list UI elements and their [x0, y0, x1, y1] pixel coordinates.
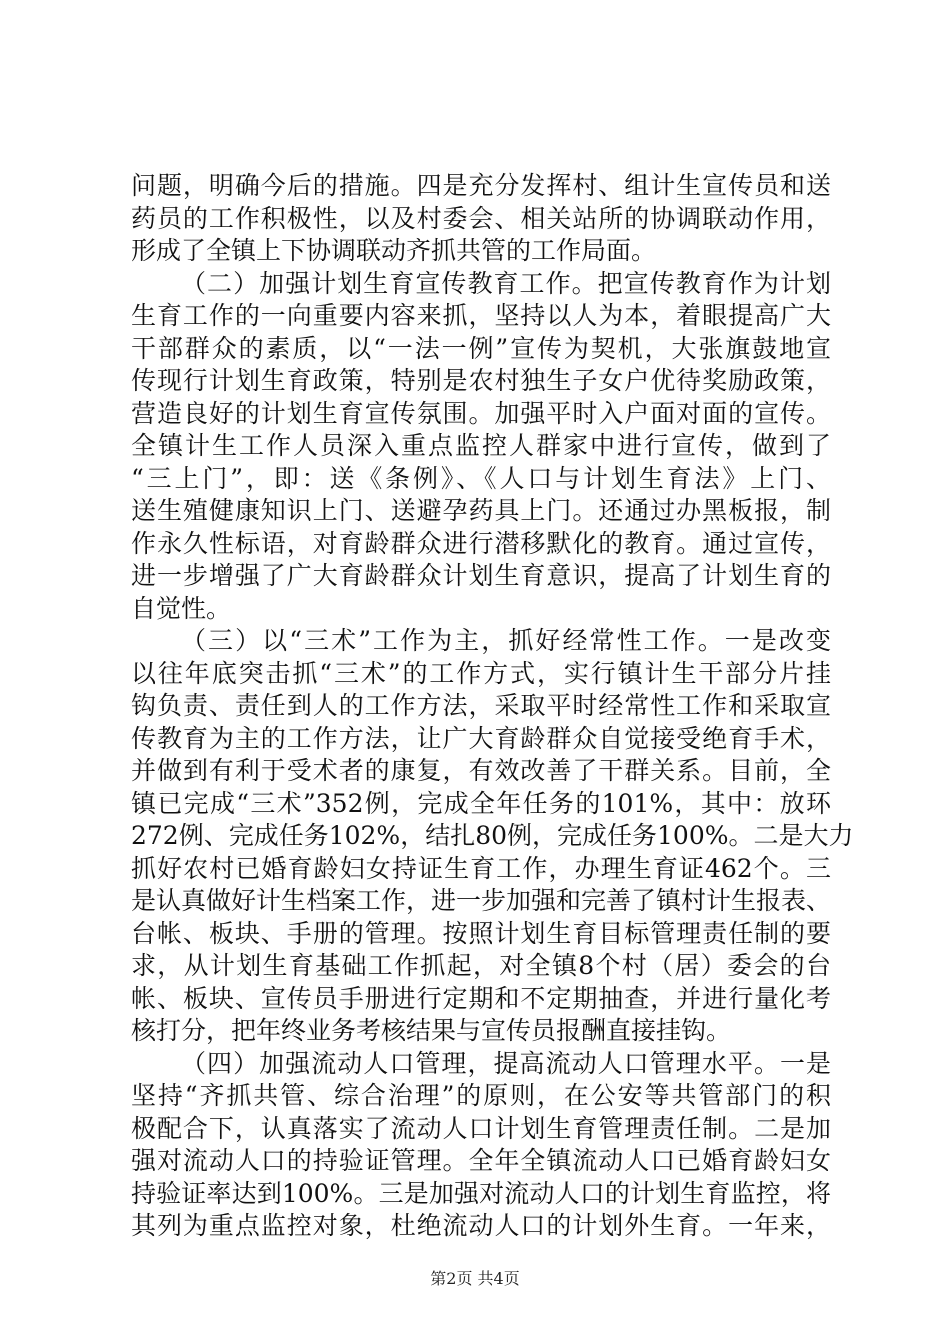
page-number-label: 第2页 共4页	[430, 1269, 520, 1288]
section-heading-line: （二）加强计划生育宣传教育工作。把宣传教育作为计划	[181, 268, 831, 298]
text-line: 药员的工作积极性，以及村委会、相关站所的协调联动作用，	[131, 203, 831, 233]
text-line: 并做到有利于受术者的康复，有效改善了干群关系。目前，全	[131, 756, 831, 785]
text-line: 进一步增强了广大育龄群众计划生育意识，提高了计划生育的	[131, 561, 831, 590]
text-line: 传现行计划生育政策，特别是农村独生子女户优待奖励政策，	[131, 366, 831, 395]
body-text	[131, 170, 854, 1243]
text-line: 送生殖健康知识上门、送避孕药具上门。还通过办黑板报，制	[131, 496, 831, 525]
section-heading-line: （四）加强流动人口管理，提高流动人口管理水平。一是	[181, 1048, 831, 1078]
text-line: 全镇计生工作人员深入重点监控人群家中进行宣传，做到了	[131, 431, 831, 460]
text-line: 钩负责、责任到人的工作方法，采取平时经常性工作和采取宣	[131, 691, 831, 720]
text-line: 以往年底突击抓“三术”的工作方式，实行镇计生干部分片挂	[131, 658, 831, 688]
text-line: 其列为重点监控对象，杜绝流动人口的计划外生育。一年来，	[131, 1211, 831, 1240]
text-line: 问题，明确今后的措施。四是充分发挥村、组计生宣传员和送	[131, 171, 831, 200]
text-line: 坚持“齐抓共管、综合治理”的原则，在公安等共管部门的积	[131, 1081, 831, 1110]
text-line: 抓好农村已婚育龄妇女持证生育工作，办理生育证462个。三	[131, 853, 831, 883]
text-line: 营造良好的计划生育宣传氛围。加强平时入户面对面的宣传。	[131, 398, 831, 428]
text-line: 是认真做好计生档案工作，进一步加强和完善了镇村计生报表、	[131, 886, 832, 915]
text-line: 形成了全镇上下协调联动齐抓共管的工作局面。	[131, 236, 657, 265]
text-line: 生育工作的一向重要内容来抓，坚持以人为本，着眼提高广大	[131, 301, 831, 330]
text-line: 台帐、板块、手册的管理。按照计划生育目标管理责任制的要	[131, 918, 831, 948]
text-line: 自觉性。	[131, 593, 232, 623]
text-line: 持验证率达到100%。三是加强对流动人口的计划生育监控，将	[131, 1178, 831, 1208]
text-line: 核打分，把年终业务考核结果与宣传员报酬直接挂钩。	[131, 1016, 732, 1045]
section-heading-line: （三）以“三术”工作为主，抓好经常性工作。一是改变	[181, 626, 831, 655]
text-line: 镇已完成“三术”352例，完成全年任务的101%，其中：放环	[131, 788, 831, 818]
text-line: 帐、板块、宣传员手册进行定期和不定期抽查，并进行量化考	[131, 983, 831, 1013]
text-line: 作永久性标语，对育龄群众进行潜移默化的教育。通过宣传，	[131, 528, 831, 558]
text-line: “三上门”，即：送《条例》、《人口与计划生育法》上门、	[131, 463, 831, 493]
text-line: 极配合下，认真落实了流动人口计划生育管理责任制。二是加	[131, 1113, 831, 1143]
text-line: 272例、完成任务102%，结扎80例，完成任务100%。二是大力	[131, 821, 854, 850]
text-line: 求，从计划生育基础工作抓起，对全镇8个村（居）委会的台	[131, 951, 831, 980]
text-line: 干部群众的素质，以“一法一例”宣传为契机，大张旗鼓地宣	[131, 333, 831, 363]
text-line: 强对流动人口的持验证管理。全年全镇流动人口已婚育龄妇女	[131, 1146, 831, 1175]
page-footer	[0, 1266, 950, 1289]
text-line: 传教育为主的工作方法，让广大育龄群众自觉接受绝育手术，	[131, 723, 831, 753]
